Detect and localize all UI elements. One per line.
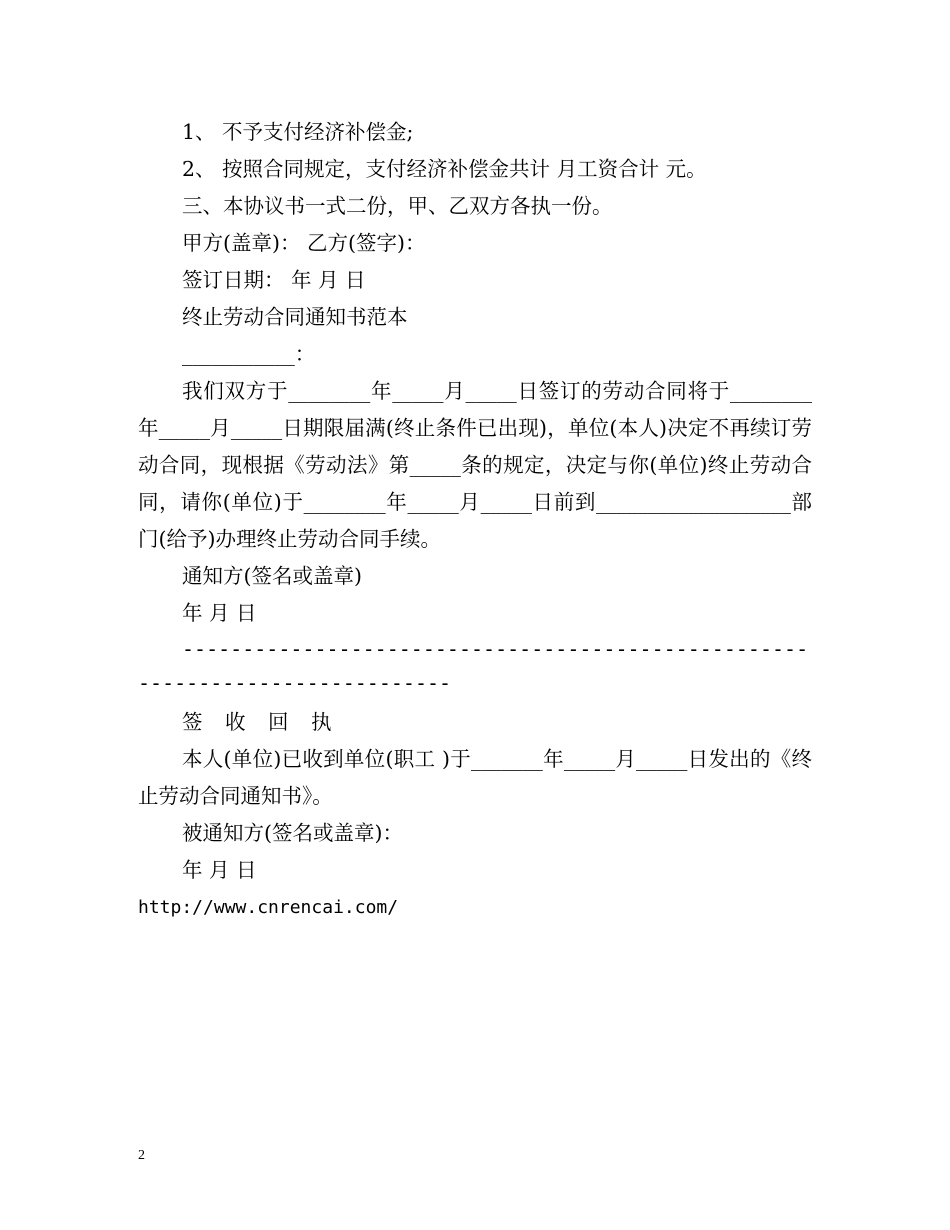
addressee-line: ___________： bbox=[182, 342, 316, 366]
notice-paragraph: 我们双方于________年_____月_____日签订的劳动合同将于________年_____月_____日期限届满(终止条件已出现)，单位(本人)决定不再续订劳动合同，现根据《劳动法》第_____条的规定，决定与你(单位)终止劳动合同，请你(单位)于________年_____月_____日前到___________________部门(给予)办理终止劳动合同手续。 bbox=[138, 379, 812, 551]
item-no-compensation: 1、 不予支付经济补偿金; bbox=[182, 120, 414, 144]
notice-title: 终止劳动合同通知书范本 bbox=[182, 305, 408, 329]
receipt-paragraph: 本人(单位)已收到单位(职工 )于_______年_____月_____日发出的《终止劳动合同通知书》。 bbox=[138, 747, 812, 808]
notifier-date: 年 月 日 bbox=[182, 601, 257, 625]
page-number: 2 bbox=[138, 1148, 145, 1163]
recipient-signature: 被通知方(签名或盖章)： bbox=[182, 821, 403, 845]
receipt-title: 签 收 回 执 bbox=[182, 710, 340, 734]
signing-date: 签订日期： 年 月 日 bbox=[182, 268, 366, 292]
notifier-signature: 通知方(签名或盖章) bbox=[182, 564, 362, 588]
item-pay-compensation: 2、 按照合同规定，支付经济补偿金共计 月工资合计 元。 bbox=[182, 157, 707, 181]
signature-parties: 甲方(盖章)： 乙方(签字)： bbox=[182, 231, 426, 255]
clause-copies: 三、本协议书一式二份，甲、乙双方各执一份。 bbox=[182, 194, 613, 218]
dashed-separator: ------------------------------------------------------------------------------ bbox=[138, 637, 809, 695]
document-body bbox=[138, 114, 812, 926]
recipient-date: 年 月 日 bbox=[182, 858, 257, 882]
source-url: http://www.cnrencai.com/ bbox=[138, 897, 399, 918]
